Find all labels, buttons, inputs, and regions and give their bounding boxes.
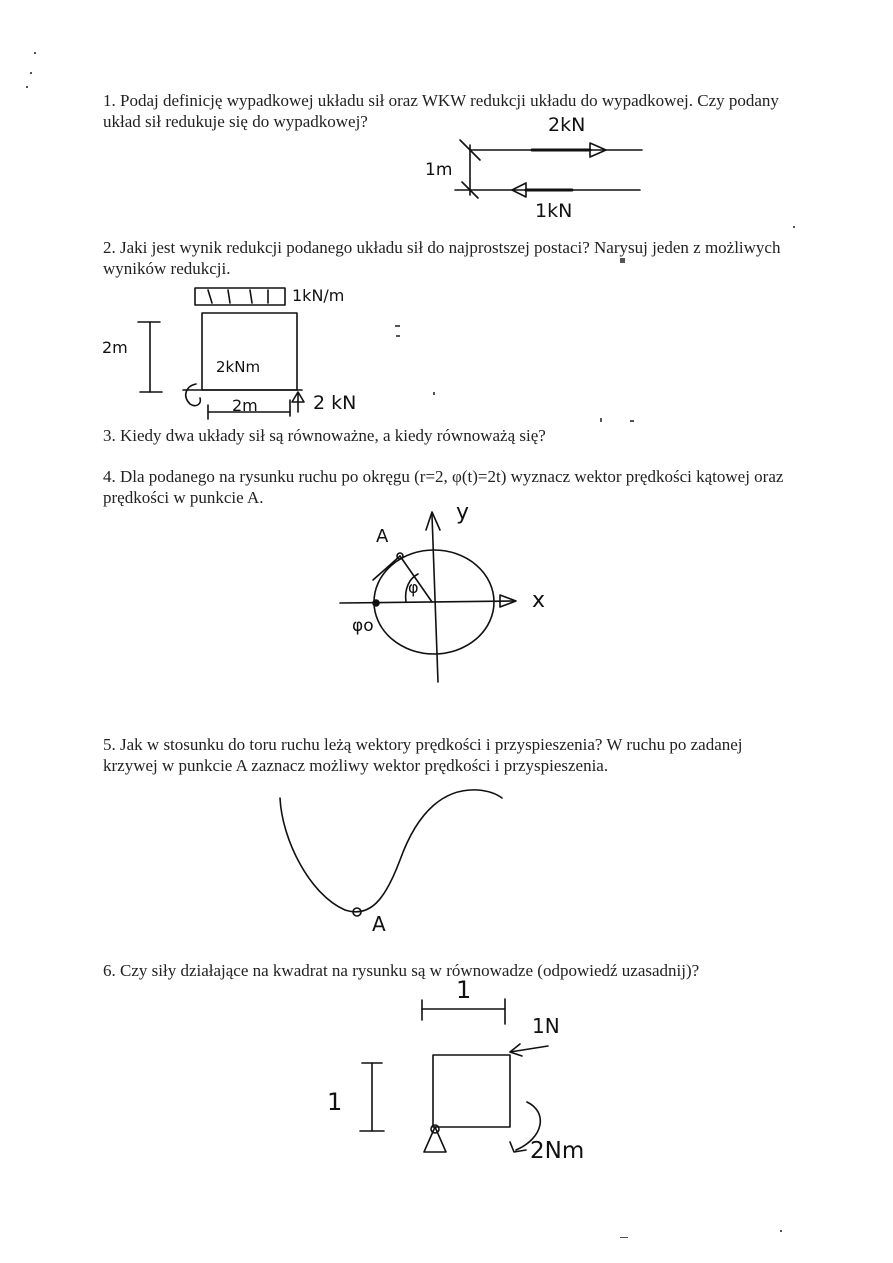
moment-label: 2Nm: [530, 1138, 585, 1164]
question-number: 2.: [103, 238, 116, 257]
side-length-label: 1: [456, 976, 472, 1004]
force-label-bottom: 1kN: [535, 200, 573, 222]
start-label: φo: [352, 616, 374, 636]
point-a-label: A: [372, 912, 386, 936]
x-axis-label: x: [532, 588, 546, 613]
scan-speck: [620, 1237, 628, 1238]
question-number: 1.: [103, 91, 116, 110]
height-label: 2m: [102, 338, 128, 357]
height-label: 1: [327, 1088, 343, 1116]
question-text: Dla podanego na rysunku ruchu po okręgu (r=2, φ(t)=2t) wyznacz wektor prędkości kątowej oraz prędkości w punkcie A.: [103, 467, 784, 507]
force-label: 1N: [532, 1014, 560, 1038]
question-number: 5.: [103, 735, 116, 754]
scan-speck: [600, 418, 602, 422]
distributed-load-label: 1kN/m: [292, 286, 345, 305]
point-a-label: A: [376, 526, 389, 547]
question-text: Czy siły działające na kwadrat na rysunku są w równowadze (odpowiedź uzasadnij)?: [120, 961, 700, 980]
force-label-top: 2kN: [548, 114, 586, 136]
moment-label: 2kNm: [216, 358, 261, 376]
scan-speck: [630, 420, 634, 422]
question-number: 3.: [103, 426, 116, 445]
question-number: 6.: [103, 961, 116, 980]
scan-speck: [396, 335, 400, 337]
scan-speck: [30, 72, 32, 74]
point-force-label: 2 kN: [313, 392, 357, 414]
pin-support-icon: [424, 1127, 446, 1152]
width-label: 2m: [232, 396, 258, 415]
question-text: Podaj definicję wypadkowej układu sił oraz WKW redukcji układu do wypadkowej. Czy podany układ sił redukuje się do wypadkowej?: [103, 91, 779, 131]
question-text: Jaki jest wynik redukcji podanego układu sił do najprostszej postaci? Narysuj jeden z możliwych wyników redukcji.: [103, 238, 781, 278]
scan-speck: [34, 52, 36, 54]
scan-speck: [780, 1230, 782, 1232]
scan-speck: [620, 258, 625, 263]
scan-speck: [26, 86, 28, 88]
y-axis-label: y: [456, 500, 470, 525]
question-text: Kiedy dwa układy sił są równoważne, a kiedy równoważą się?: [120, 426, 546, 445]
scan-speck: [433, 392, 435, 395]
scan-speck: [395, 325, 400, 327]
question-number: 4.: [103, 467, 116, 486]
scan-speck: [793, 226, 795, 228]
distance-label: 1m: [425, 160, 453, 180]
square-body: [433, 1055, 510, 1127]
question-text: Jak w stosunku do toru ruchu leżą wektory prędkości i przyspieszenia? W ruchu po zadanej krzywej w punkcie A zaznacz możliwy wektor prędkości i przyspieszenia.: [103, 735, 743, 775]
angle-label: φ: [408, 578, 419, 597]
